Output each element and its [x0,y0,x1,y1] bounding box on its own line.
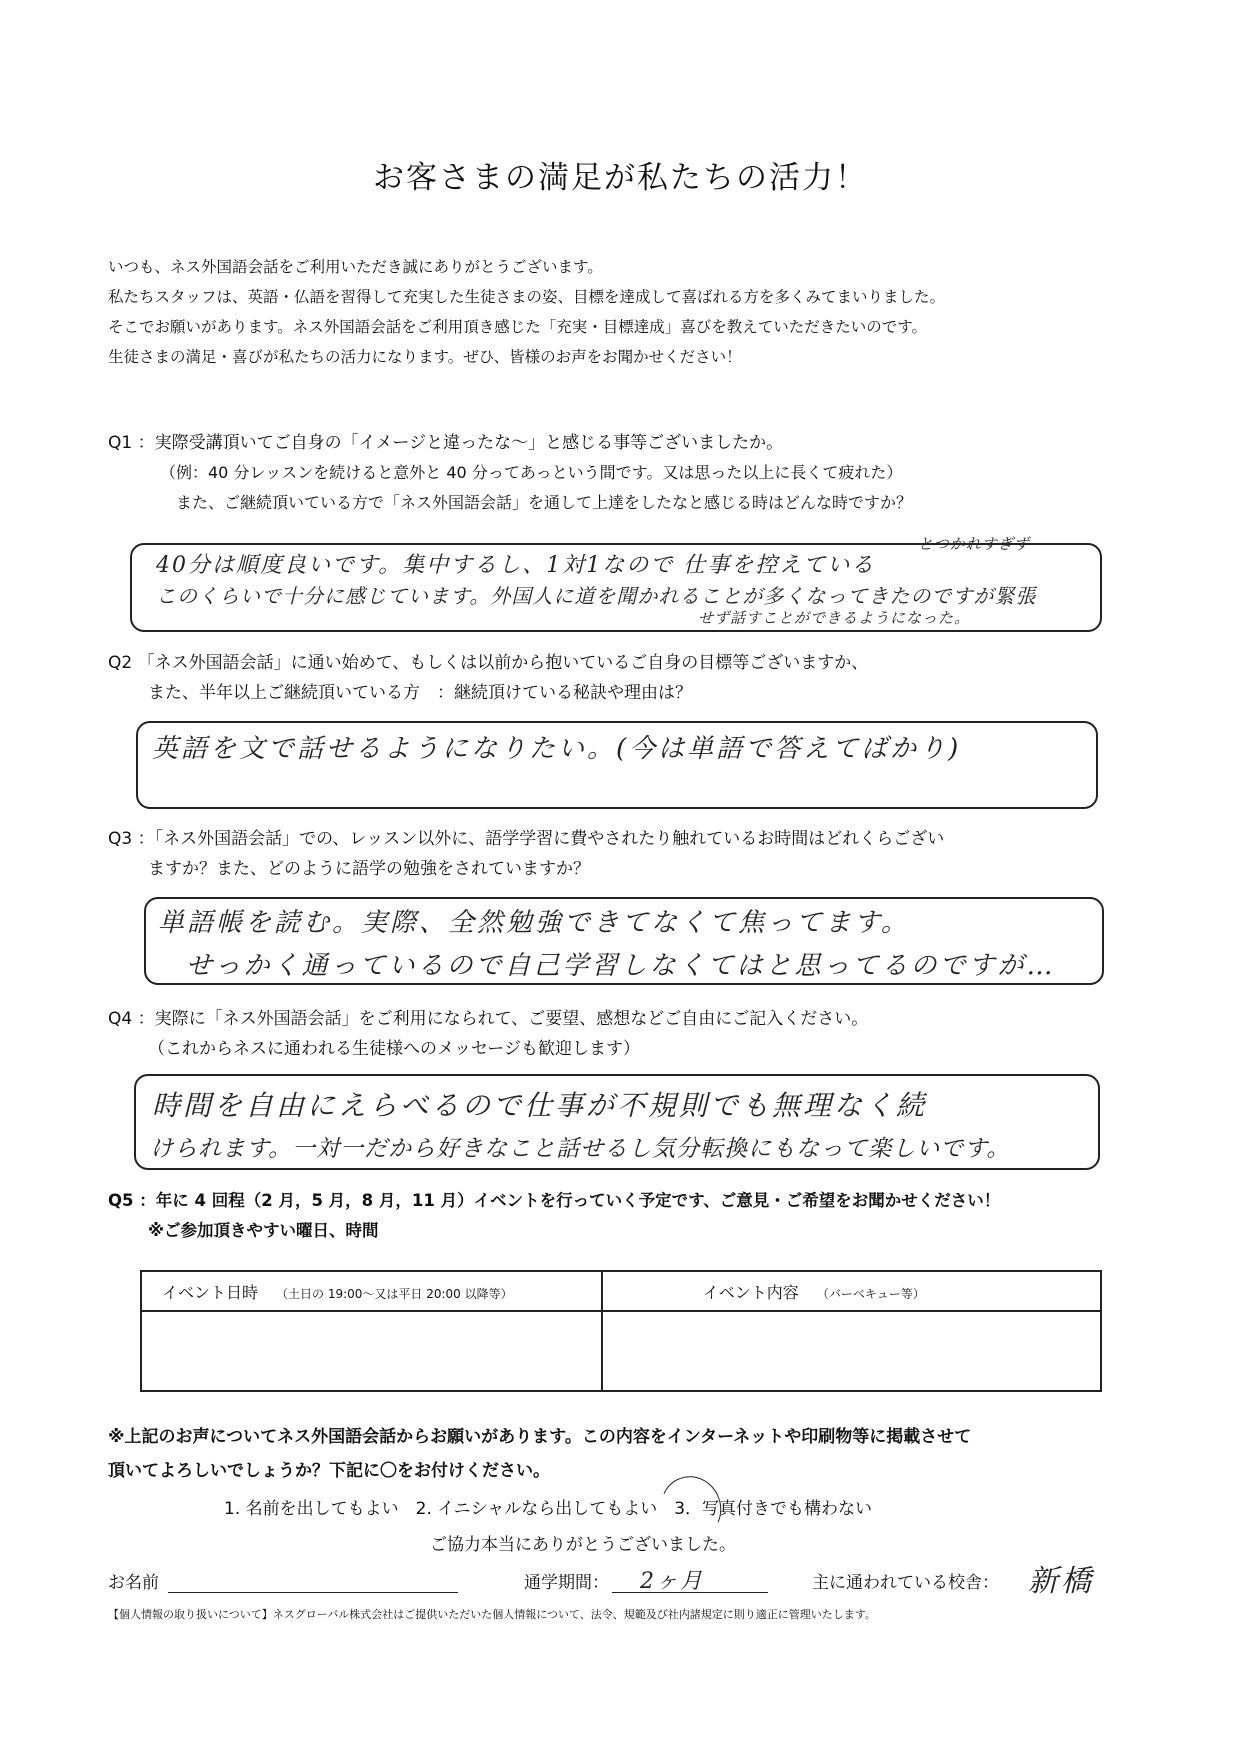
privacy-notice: 【個人情報の取り扱いについて】ネスグローバル株式会社はご提供いただいた個人情報について、法令、規範及び社内諸規定に則り適正に管理いたします。 [108,1608,876,1621]
consent-text [108,1420,971,1488]
answer-4-line: 時間を自由にえらべるので仕事が不規則でも無理なく続 [152,1089,928,1122]
name-label: お名前 [108,1573,159,1593]
question-3-line: Q3 ：「ネス外国語会話」での、レッスン以外に、語学学習に費やされたり触れているお時間はどれくらござい [108,829,945,849]
question-3 [108,824,944,884]
period-field[interactable] [612,1592,768,1593]
question-4-line: （これからネスに通われる生徒様へのメッセージも歓迎します） [148,1039,640,1059]
thanks-text: ご協力本当にありがとうございました。 [430,1535,736,1555]
consent-line: ※上記のお声についてネス外国語会話からお願いがあります。この内容をインターネットや印刷物等に掲載させて [108,1427,972,1447]
question-4 [108,1004,868,1064]
intro-line: 生徒さまの満足・喜びが私たちの活力になります。ぜひ、皆様のお声をお聞かせください！ [108,348,742,366]
intro-line: いつも、ネス外国語会話をご利用いただき誠にありがとうございます。 [108,258,603,276]
question-2 [108,648,868,708]
event-content-input[interactable] [602,1311,1101,1391]
event-date-header [141,1271,602,1311]
intro-text [108,252,945,372]
school-value: 新橋 [1028,1564,1094,1599]
question-2-line: Q2 「ネス外国語会話」に通い始めて、もしくは以前から抱いているご自身の目標等ございますか、 [108,653,869,673]
question-5-line: Q5 ：年に 4 回程（2 月，5 月，8 月，11 月）イベントを行っていく予定です、ご意見・ご希望をお聞かせください！ [108,1191,1001,1210]
answer-3-line: 単語帳を読む。実際、全然勉強できてなくて焦ってます。 [158,908,910,938]
event-content-header [602,1271,1101,1311]
answer-2-line: 英語を文で話せるようになりたい。(今は単語で答えてばかり) [152,734,962,764]
period-value: 2ヶ月 [640,1569,704,1594]
event-date-input[interactable] [141,1311,602,1391]
intro-line: 私たちスタッフは、英語・仏語を習得して充実した生徒さまの姿、目標を達成して喜ばれる方を多くみてまいりました。 [108,288,946,306]
name-field[interactable] [168,1592,458,1593]
period-label: 通学期間： [524,1573,609,1593]
consent-line: 頂いてよろしいでしょうか？下記に〇をお付けください。 [108,1461,550,1481]
answer-3-line: せっかく通っているので自己学習しなくてはと思ってるのですが… [186,951,1056,981]
question-1 [108,428,912,518]
answer-4-line: けられます。一対一だから好きなこと話せるし気分転換にもなって楽しいです。 [150,1136,1011,1162]
question-3-line: ますか？また、どのように語学の勉強をされていますか？ [148,859,590,879]
event-content-label: イベント内容 [702,1282,799,1302]
question-1-line: また、ご継続頂いている方で「ネス外国語会話」を通して上達をしたなと感じる時はどんな時ですか？ [176,493,913,512]
answer-1-line: せず話すことができるようになった。 [698,609,971,627]
event-table [140,1270,1102,1392]
question-4-line: Q4 ：実際に「ネス外国語会話」をご利用になられて、ご要望、感想などご自由にご記入ください。 [108,1009,869,1029]
intro-line: そこでお願いがあります。ネス外国語会話をご利用頂き感じた「充実・目標達成」喜びを教えていただきたいのです。 [108,318,928,336]
page-title: お客さまの満足が私たちの活力！ [373,160,868,196]
question-1-line: Q1 ：実際受講頂いてご自身の「イメージと違ったな～」と感じる事等ございましたか。 [108,433,784,453]
event-content-hint: （バーベキュー等） [816,1286,925,1301]
event-date-hint: （土日の 19:00～又は平日 20:00 以降等） [276,1286,513,1301]
question-5 [108,1186,1000,1246]
answer-1-insert: とつかれすぎず [918,535,1030,553]
consent-options[interactable]: 1. 名前を出してもよい 2. イニシャルなら出してもよい 3．写真付きでも構わない [224,1499,873,1519]
answer-1-line: このくらいで十分に感じています。外国人に道を聞かれることが多くなってきたのですが緊張 [156,584,1037,608]
question-1-line: （例：40 分レッスンを続けると意外と 40 分ってあっという間です。又は思った以上に長くて疲れた） [160,463,903,482]
event-date-label: イベント日時 [162,1282,259,1302]
question-5-line: ※ご参加頂きやすい曜日、時間 [148,1221,379,1240]
school-label: 主に通われている校舎： [812,1573,999,1593]
question-2-line: また、半年以上ご継続頂いている方 ：継続頂けている秘訣や理由は？ [148,683,692,703]
answer-1-line: 40分は順度良いです。集中するし、1対1なので 仕事を控えている [156,553,876,578]
